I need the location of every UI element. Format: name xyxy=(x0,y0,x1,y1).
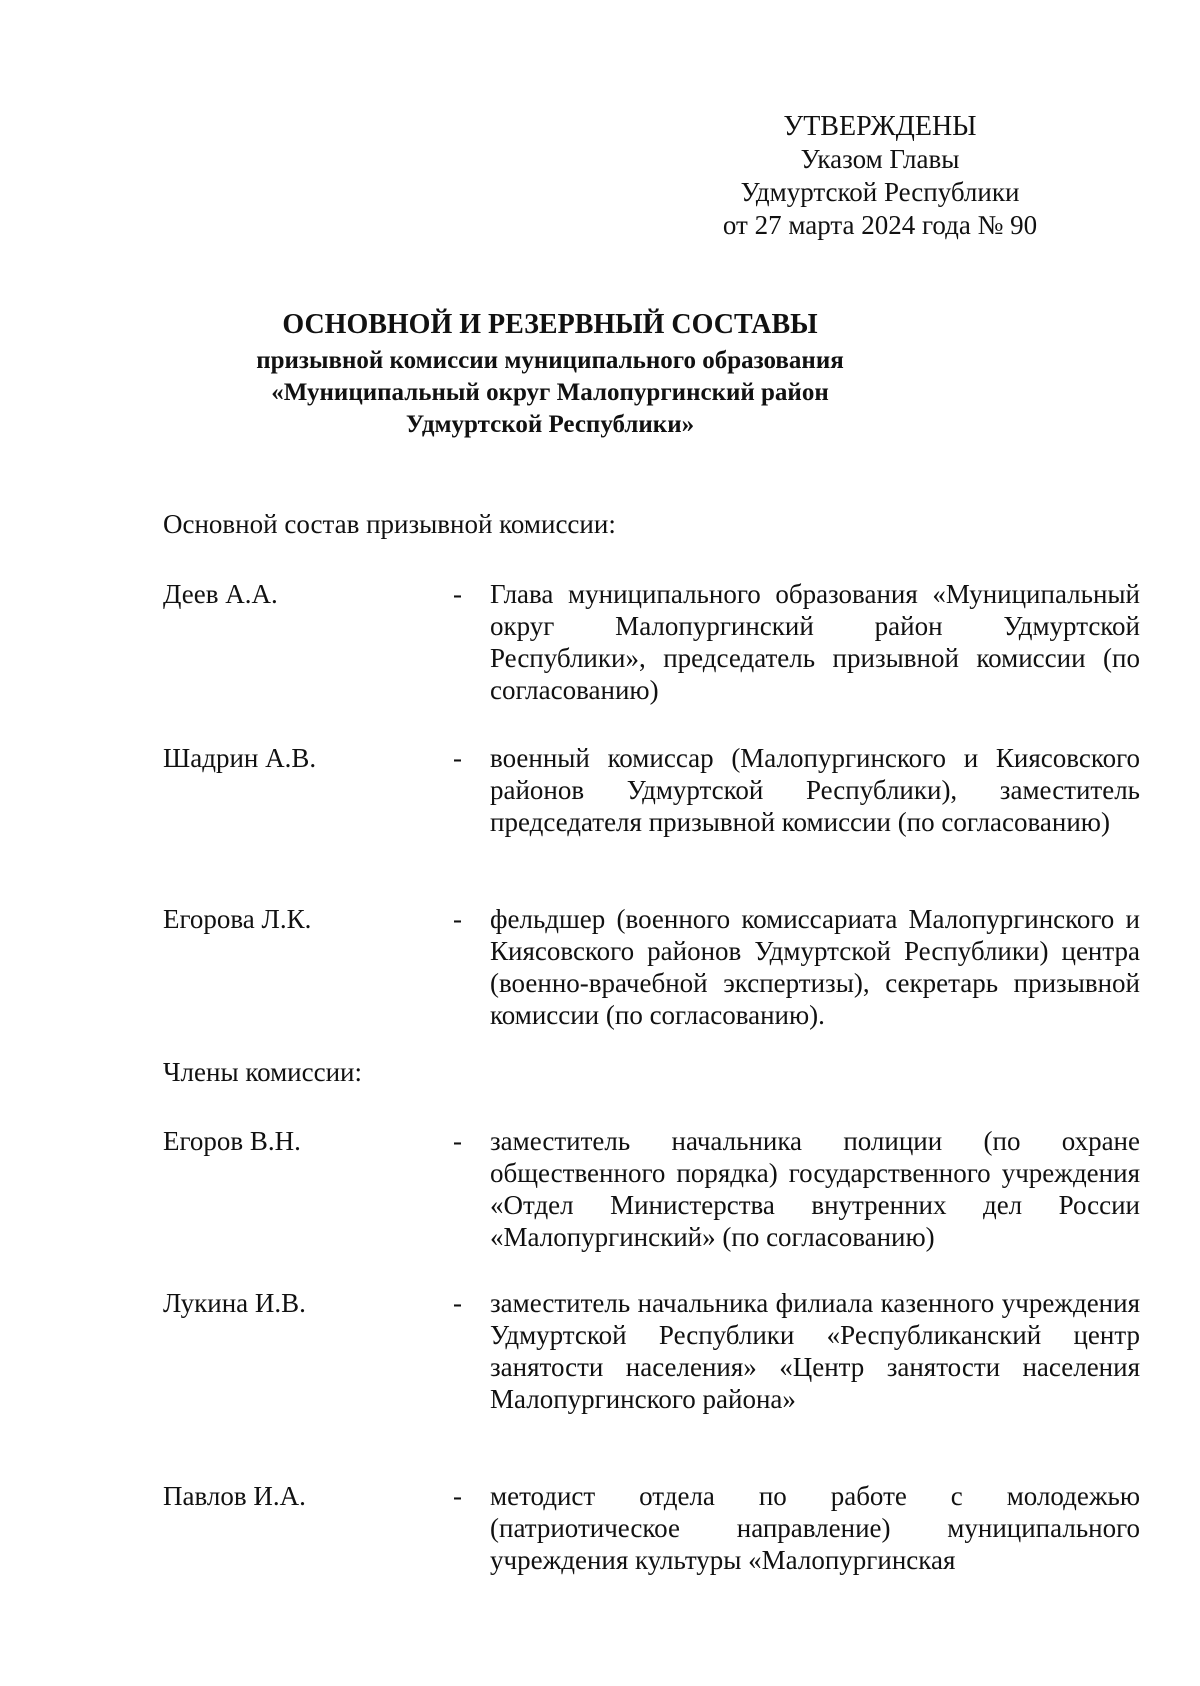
member-description: Глава муниципального образования «Муниципальный округ Малопургинский район Удмуртской Республики», председатель призывной комиссии (по согласованию) xyxy=(490,579,1140,705)
member-name: Деев А.А. xyxy=(163,579,278,609)
member-description: методист отдела по работе с молодежью (патриотическое направление) муниципального учреждения культуры «Малопургинская xyxy=(490,1481,1140,1575)
approval-heading: УТВЕРЖДЕНЫ xyxy=(783,111,977,142)
member-name: Шадрин А.В. xyxy=(163,743,317,773)
approval-republic-line: Удмуртской Республики xyxy=(740,177,1020,207)
member-name: Лукина И.В. xyxy=(163,1288,306,1318)
member-name: Егоров В.Н. xyxy=(163,1126,301,1156)
member-dash: - xyxy=(453,1481,462,1511)
member-description: военный комиссар (Малопургинского и Киясовского районов Удмуртской Республики), заместитель председателя призывной комиссии (по согласованию) xyxy=(490,743,1140,837)
approval-date-line: от 27 марта 2024 года № 90 xyxy=(722,210,1038,240)
members-label: Члены комиссии: xyxy=(163,1057,362,1087)
member-name: Егорова Л.К. xyxy=(163,904,312,934)
member-description: фельдшер (военного комиссариата Малопургинского и Киясовского районов Удмуртской Республики) центра (военно-врачебной экспертизы), секретарь призывной комиссии (по согласованию). xyxy=(490,904,1140,1030)
member-dash: - xyxy=(453,1126,462,1156)
title-line-main: ОСНОВНОЙ И РЕЗЕРВНЫЙ СОСТАВЫ xyxy=(282,309,818,340)
approval-decree-line: Указом Главы xyxy=(800,144,960,174)
member-description: заместитель начальника полиции (по охране общественного порядка) государственного учреждения «Отдел Министерства внутренних дел России «Малопургинский» (по согласованию) xyxy=(490,1126,1140,1252)
member-dash: - xyxy=(453,743,462,773)
member-dash: - xyxy=(453,1288,462,1318)
member-description: заместитель начальника филиала казенного учреждения Удмуртской Республики «Республиканский центр занятости населения» «Центр занятости населения Малопургинского района» xyxy=(490,1288,1140,1414)
document-title xyxy=(200,305,900,441)
title-line-3: «Муниципальный округ Малопургинский район xyxy=(271,379,829,406)
approval-stamp-block xyxy=(690,110,1070,242)
title-line-4: Удмуртской Республики» xyxy=(405,411,695,438)
title-line-2: призывной комиссии муниципального образования xyxy=(256,347,844,374)
member-dash: - xyxy=(453,579,462,609)
member-name: Павлов И.А. xyxy=(163,1481,306,1511)
member-dash: - xyxy=(453,904,462,934)
main-composition-label: Основной состав призывной комиссии: xyxy=(163,509,616,539)
